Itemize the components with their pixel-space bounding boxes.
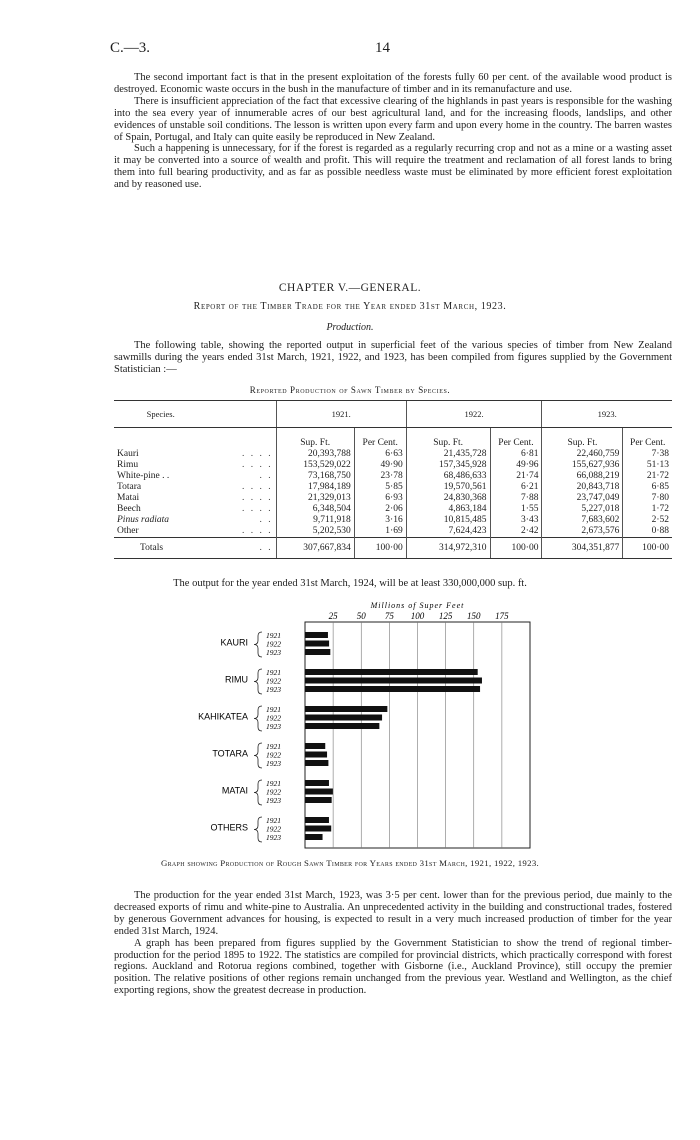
percent-value: 0·88 <box>623 526 672 538</box>
year-header: 1922. <box>406 401 542 428</box>
year-label: 1922 <box>266 676 281 686</box>
category-label: MATAI <box>221 785 248 796</box>
percent-value: 1·69 <box>354 526 406 538</box>
year-label: 1922 <box>266 750 281 760</box>
year-label: 1922 <box>266 713 281 723</box>
year-label: 1922 <box>266 639 281 649</box>
sup-ft-value: 7,683,602 <box>542 515 623 526</box>
leader-dots: . . . . <box>242 449 273 459</box>
paragraph: The following table, showing the reported output in superficial feet of the various species of timber from New Zealand sawmills during the years ended 31st March, 1921, 1922, and 1923, has been compiled from figures supplied by the Government Statistician :— <box>114 340 672 375</box>
year-label: 1921 <box>266 816 281 825</box>
bar-matai-1923 <box>305 797 332 803</box>
year-label: 1921 <box>266 779 281 788</box>
unit-label: Sup. Ft. <box>276 428 354 450</box>
x-tick-label: 100 <box>410 611 425 621</box>
category-label: OTHERS <box>210 822 248 833</box>
header-spacer <box>207 401 276 428</box>
species-name: White-pine . . <box>117 471 170 481</box>
table-row <box>114 471 672 482</box>
percent-value: 6·63 <box>354 449 406 460</box>
percent-value: 7·38 <box>623 449 672 460</box>
brace-mark <box>254 743 262 768</box>
table-row <box>114 460 672 471</box>
x-tick-label: 25 <box>328 611 338 621</box>
unit-row <box>114 428 672 450</box>
sup-ft-value: 10,815,485 <box>406 515 490 526</box>
sup-ft-value: 5,227,018 <box>542 504 623 515</box>
species-name: Rimu <box>117 460 139 470</box>
year-label: 1923 <box>266 759 281 768</box>
percent-value: 1·72 <box>623 504 672 515</box>
year-label: 1923 <box>266 833 281 842</box>
bar-kauri-1921 <box>305 632 328 638</box>
percent-value: 2·06 <box>354 504 406 515</box>
bar-others-1923 <box>305 834 323 840</box>
category-label: RIMU <box>225 674 248 685</box>
year-label: 1923 <box>266 685 281 694</box>
leader-dots: . . . . <box>242 460 273 470</box>
report-title: Report of the Timber Trade for the Year ended 31st March, 1923. <box>193 301 507 312</box>
total-value: 304,351,877 <box>542 538 623 559</box>
sup-ft-value: 23,747,049 <box>542 493 623 504</box>
leader-dots: . . <box>259 471 273 481</box>
species-name: Beech <box>117 504 141 514</box>
percent-value: 49·90 <box>354 460 406 471</box>
x-tick-label: 125 <box>438 611 453 621</box>
sup-ft-value: 4,863,184 <box>406 504 490 515</box>
bar-kauri-1923 <box>305 649 330 655</box>
percent-value: 3·43 <box>490 515 542 526</box>
table-intro-text <box>114 340 672 376</box>
bar-kauri-1922 <box>305 641 329 647</box>
year-label: 1922 <box>266 787 281 797</box>
paragraph: A graph has been prepared from figures supplied by the Government Statistician to show the trend of regional timber-production for the period 1895 to 1922. The statistics are compiled for provincial districts, which practically correspond with forest regions. Auckland and Rotorua regions combined, together with Gisborne (i.e., Auckland Province), still occupy the premier position. The relative positions of other regions remain unchanged from the previous year. Westland and Wellington, as the chief exporting regions, show the greatest decrease in production. <box>114 937 672 997</box>
bar-others-1922 <box>305 826 331 832</box>
bar-totara-1923 <box>305 760 328 766</box>
bar-rimu-1923 <box>305 686 480 692</box>
percent-value: 5·85 <box>354 482 406 493</box>
table-caption: Reported Production of Sawn Timber by Species. <box>249 385 451 395</box>
brace-mark <box>254 780 262 805</box>
sup-ft-value: 19,570,561 <box>406 482 490 493</box>
unit-label: Per Cent. <box>490 428 542 450</box>
x-tick-label: 50 <box>356 611 366 621</box>
total-value: 100·00 <box>354 538 406 559</box>
leader-dots: . . . . <box>242 526 273 536</box>
year-label: 1921 <box>266 705 281 714</box>
year-label: 1923 <box>266 648 281 657</box>
intro-text <box>114 72 672 191</box>
sup-ft-value: 157,345,928 <box>406 460 490 471</box>
bar-rimu-1922 <box>305 678 482 684</box>
bar-kahikatea-1921 <box>305 706 387 712</box>
total-value: 100·00 <box>490 538 542 559</box>
percent-value: 23·78 <box>354 471 406 482</box>
brace-mark <box>254 632 262 657</box>
section-subheading: Production. <box>326 322 374 333</box>
x-tick-label: 175 <box>495 611 509 621</box>
unit-label: Per Cent. <box>623 428 672 450</box>
paragraph: The production for the year ended 31st March, 1923, was 3·5 per cent. lower than for the previous period, due mainly to the decreased exports of rimu and white-pine to Australia. An unprecedented activity in the building and constructional trades, fostered by generous Government advances for housing, is expected to result in a very much increased production of timber for the year ended 31st March, 1924. <box>114 890 672 937</box>
year-header: 1921. <box>276 401 406 428</box>
percent-value: 49·96 <box>490 460 542 471</box>
brace-mark <box>254 669 262 694</box>
species-name: Totara <box>117 482 142 492</box>
year-label: 1922 <box>266 824 281 834</box>
production-bar-chart <box>198 600 540 850</box>
species-name: Pinus radiata <box>117 515 169 525</box>
total-value: 307,667,834 <box>276 538 354 559</box>
leader-dots: . . <box>207 538 276 559</box>
table-row <box>114 515 672 526</box>
totals-row <box>114 538 672 559</box>
category-label: KAHIKATEA <box>198 711 248 722</box>
bar-kahikatea-1922 <box>305 715 382 721</box>
chapter-title: CHAPTER V.—GENERAL. <box>278 282 422 294</box>
sup-ft-value: 68,486,633 <box>406 471 490 482</box>
year-header: 1923. <box>542 401 672 428</box>
bar-matai-1921 <box>305 780 329 786</box>
percent-value: 7·88 <box>490 493 542 504</box>
species-name: Matai <box>117 493 140 503</box>
page-number: 14 <box>375 40 390 56</box>
graph-caption: Graph showing Production of Rough Sawn Timber for Years ended 31st March, 1921, 1922, 1923. <box>160 858 540 868</box>
sup-ft-value: 7,624,423 <box>406 526 490 538</box>
sup-ft-value: 20,843,718 <box>542 482 623 493</box>
sup-ft-value: 17,984,189 <box>276 482 354 493</box>
total-value: 100·00 <box>623 538 672 559</box>
bar-rimu-1921 <box>305 669 478 675</box>
leader-dots: . . . . <box>242 482 273 492</box>
sup-ft-value: 21,435,728 <box>406 449 490 460</box>
sup-ft-value: 73,168,750 <box>276 471 354 482</box>
page-header <box>110 40 580 60</box>
sup-ft-value: 22,460,759 <box>542 449 623 460</box>
table-row <box>114 504 672 515</box>
category-label: KAURI <box>220 637 248 648</box>
output-note: The output for the year ended 31st March, 1924, will be at least 330,000,000 sup. ft. <box>173 578 527 589</box>
unit-label: Sup. Ft. <box>406 428 490 450</box>
brace-mark <box>254 817 262 842</box>
bar-totara-1922 <box>305 752 327 758</box>
species-header: Species. <box>114 401 207 428</box>
year-label: 1921 <box>266 742 281 751</box>
x-tick-label: 75 <box>384 611 394 621</box>
brace-mark <box>254 706 262 731</box>
document-reference: C.—3. <box>110 40 151 56</box>
percent-value: 6·21 <box>490 482 542 493</box>
table-row <box>114 493 672 504</box>
x-tick-label: 150 <box>467 611 481 621</box>
sup-ft-value: 153,529,022 <box>276 460 354 471</box>
sup-ft-value: 9,711,918 <box>276 515 354 526</box>
bar-matai-1922 <box>305 789 333 795</box>
paragraph: The second important fact is that in the present exploitation of the forests fully 60 per cent. of the available wood product is destroyed. Economic waste occurs in the bush in the manufacture of timber and in its remanufacture and use. <box>114 72 672 95</box>
leader-dots: . . . . <box>242 504 273 514</box>
bar-others-1921 <box>305 817 329 823</box>
sup-ft-value: 6,348,504 <box>276 504 354 515</box>
percent-value: 21·74 <box>490 471 542 482</box>
percent-value: 21·72 <box>623 471 672 482</box>
year-label: 1923 <box>266 796 281 805</box>
totals-label: Totals <box>114 538 207 559</box>
percent-value: 6·85 <box>623 482 672 493</box>
percent-value: 1·55 <box>490 504 542 515</box>
closing-text <box>114 890 672 997</box>
unit-spacer <box>207 428 276 450</box>
percent-value: 3·16 <box>354 515 406 526</box>
table-body <box>114 428 672 538</box>
bar-kahikatea-1923 <box>305 723 379 729</box>
percent-value: 6·81 <box>490 449 542 460</box>
year-label: 1923 <box>266 722 281 731</box>
leader-dots: . . <box>259 515 273 525</box>
percent-value: 2·52 <box>623 515 672 526</box>
chart-title: Millions of Super Feet <box>370 601 465 610</box>
sup-ft-value: 21,329,013 <box>276 493 354 504</box>
species-name: Other <box>117 526 139 536</box>
bar-totara-1921 <box>305 743 325 749</box>
unit-spacer <box>114 428 207 450</box>
total-value: 314,972,310 <box>406 538 490 559</box>
species-name: Kauri <box>117 449 139 459</box>
unit-label: Sup. Ft. <box>542 428 623 450</box>
leader-dots: . . . . <box>242 493 273 503</box>
sup-ft-value: 20,393,788 <box>276 449 354 460</box>
paragraph: Such a happening is unnecessary, for if the forest is regarded as a regularly recurring crop and not as a mine or a wasting asset it may be converted into a source of wealth and profit. This will require the treatment and reclamation of all forest lands to bring them into full bearing productivity, and as far as possible needless waste must be eliminated by more efficient forest exploitation and by reasoned use. <box>114 143 672 191</box>
percent-value: 7·80 <box>623 493 672 504</box>
percent-value: 6·93 <box>354 493 406 504</box>
unit-label: Per Cent. <box>354 428 406 450</box>
table-row <box>114 449 672 460</box>
table-header-row <box>114 401 672 428</box>
sup-ft-value: 24,830,368 <box>406 493 490 504</box>
category-label: TOTARA <box>212 748 248 759</box>
year-label: 1921 <box>266 668 281 677</box>
percent-value: 51·13 <box>623 460 672 471</box>
sup-ft-value: 5,202,530 <box>276 526 354 538</box>
paragraph: There is insufficient appreciation of the fact that excessive clearing of the highlands in past years is responsible for the washing into the sea every year of innumerable acres of our best agricultural land, and for the increasing floods, landslips, and other evidences of unstable soil conditions. The lesson is written upon every farm and upon every home in the country. The barren wastes of Spain, Portugal, and Italy can quite easily be reproduced in New Zealand. <box>114 95 672 143</box>
sup-ft-value: 2,673,576 <box>542 526 623 538</box>
table-row <box>114 526 672 538</box>
sup-ft-value: 66,088,219 <box>542 471 623 482</box>
year-label: 1921 <box>266 631 281 640</box>
sup-ft-value: 155,627,936 <box>542 460 623 471</box>
percent-value: 2·42 <box>490 526 542 538</box>
production-table <box>114 400 672 559</box>
table-row <box>114 482 672 493</box>
